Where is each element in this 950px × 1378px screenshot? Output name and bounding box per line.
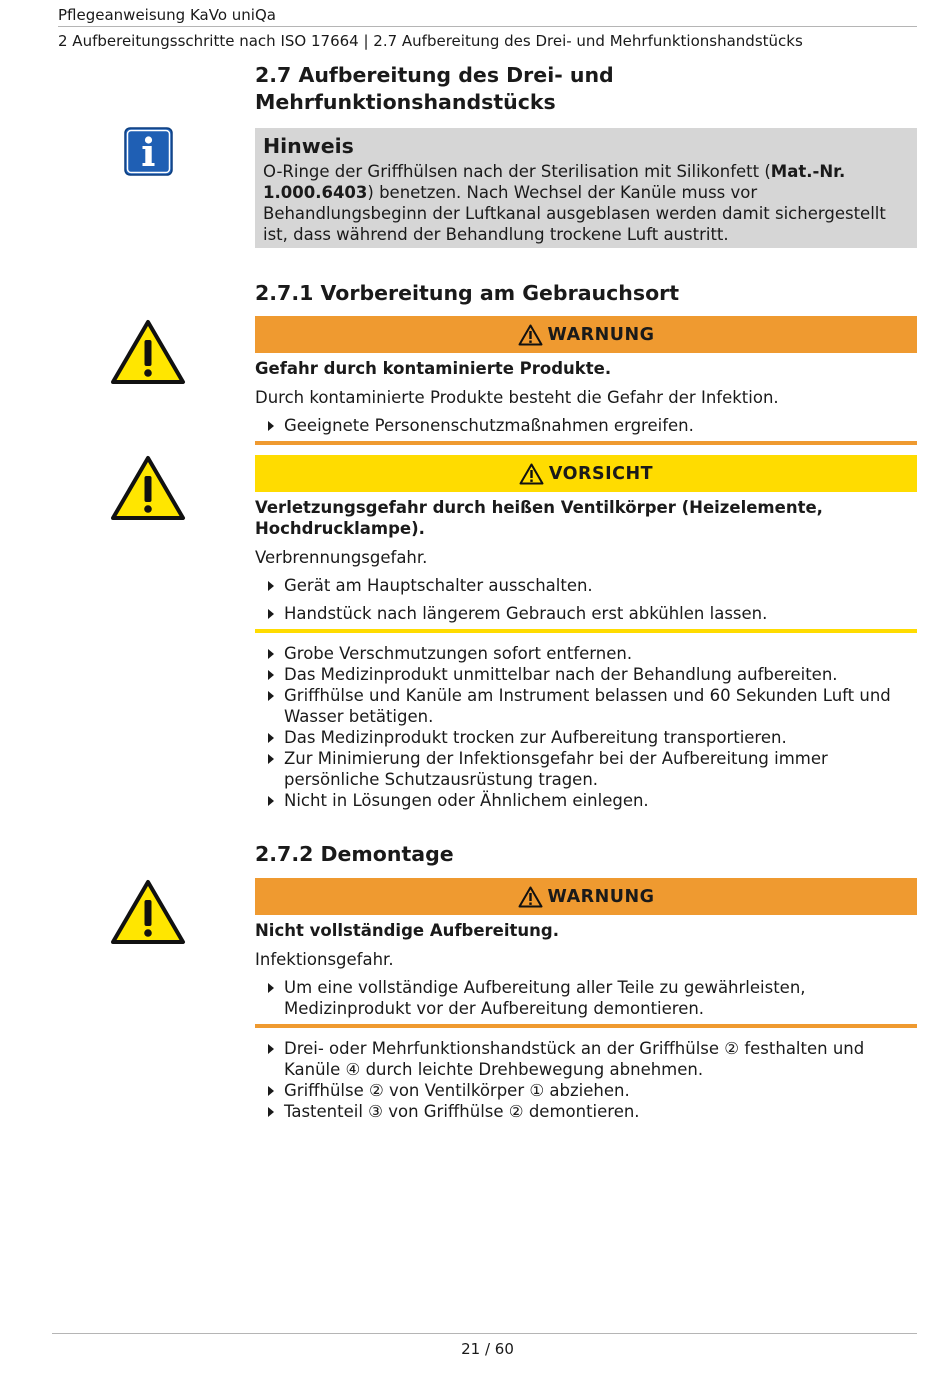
material-number: Mat.-Nr. 1.000.6403	[263, 162, 846, 202]
note-text	[263, 161, 909, 245]
subsection-title: 2.7.2 Demontage	[255, 842, 454, 866]
list-item: Das Medizinprodukt trocken zur Aufbereitung transportieren.	[255, 727, 917, 748]
list-item: Griffhülse ② von Ventilkörper ① abziehen.	[255, 1080, 917, 1101]
caution-label: VORSICHT	[548, 463, 654, 484]
note-text-part: O-Ringe der Griffhülsen nach der Sterilisation mit Silikonfett (	[263, 162, 771, 181]
info-icon	[124, 127, 173, 176]
disassembly-steps	[255, 1038, 917, 1122]
caution-text: Verbrennungsgefahr.	[255, 548, 428, 567]
note-title: Hinweis	[263, 134, 354, 158]
warning-label: WARNUNG	[547, 886, 655, 907]
warning-triangle-icon	[110, 455, 186, 521]
main-content	[255, 62, 917, 1122]
section-title-line2: Mehrfunktionshandstücks	[255, 90, 556, 114]
warning-label: WARNUNG	[547, 324, 655, 345]
warning-steps	[255, 977, 917, 1019]
note-box	[255, 128, 917, 248]
warning-end-rule	[255, 441, 917, 445]
caution-banner	[255, 455, 917, 492]
page-number: 21 / 60	[461, 1340, 514, 1358]
warning-text: Infektionsgefahr.	[255, 950, 394, 969]
warning-sign-icon	[518, 886, 543, 908]
list-item: Das Medizinprodukt unmittelbar nach der Behandlung aufbereiten.	[255, 664, 917, 685]
warning-headline: Nicht vollständige Aufbereitung.	[255, 921, 559, 940]
list-item: Gerät am Hauptschalter ausschalten.	[255, 575, 917, 596]
note-text-part: ) benetzen. Nach Wechsel der Kanüle muss vor Behandlungsbeginn der Luftkanal ausgeblasen werden damit sichergestellt ist, dass während der Behandlung trockene Luft austritt.	[263, 183, 886, 244]
list-item: Grobe Verschmutzungen sofort entfernen.	[255, 643, 917, 664]
preparation-steps	[255, 643, 917, 811]
caution-end-rule	[255, 629, 917, 633]
breadcrumb: 2 Aufbereitungsschritte nach ISO 17664 | 2.7 Aufbereitung des Drei- und Mehrfunktionshandstücks	[58, 32, 803, 50]
warning-banner	[255, 316, 917, 353]
list-item: Drei- oder Mehrfunktionshandstück an der Griffhülse ② festhalten und Kanüle ④ durch leichte Drehbewegung abnehmen.	[255, 1038, 917, 1080]
list-item: Handstück nach längerem Gebrauch erst abkühlen lassen.	[255, 603, 917, 624]
warning-text: Durch kontaminierte Produkte besteht die Gefahr der Infektion.	[255, 388, 779, 407]
section-title	[255, 62, 917, 116]
subsection-title: 2.7.1 Vorbereitung am Gebrauchsort	[255, 281, 680, 305]
document-title: Pflegeanweisung KaVo uniQa	[58, 4, 917, 27]
list-item: Nicht in Lösungen oder Ähnlichem einlegen.	[255, 790, 917, 811]
list-item: Geeignete Personenschutzmaßnahmen ergreifen.	[255, 415, 917, 436]
warning-triangle-icon	[110, 319, 186, 385]
list-item: Griffhülse und Kanüle am Instrument belassen und 60 Sekunden Luft und Wasser betätigen.	[255, 685, 917, 727]
section-title-line1: 2.7 Aufbereitung des Drei- und	[255, 63, 614, 87]
list-item: Zur Minimierung der Infektionsgefahr bei der Aufbereitung immer persönliche Schutzausrüstung tragen.	[255, 748, 917, 790]
list-item: Tastenteil ③ von Griffhülse ② demontieren.	[255, 1101, 917, 1122]
list-item: Um eine vollständige Aufbereitung aller Teile zu gewährleisten, Medizinprodukt vor der Aufbereitung demontieren.	[255, 977, 917, 1019]
warning-sign-icon	[519, 463, 544, 485]
warning-banner	[255, 878, 917, 915]
warning-steps	[255, 415, 917, 436]
footer-rule	[52, 1333, 917, 1334]
warning-end-rule	[255, 1024, 917, 1028]
warning-sign-icon	[518, 324, 543, 346]
warning-triangle-icon	[110, 879, 186, 945]
caution-headline: Verletzungsgefahr durch heißen Ventilkörper (Heizelemente, Hochdrucklampe).	[255, 498, 823, 538]
caution-steps	[255, 575, 917, 624]
warning-headline: Gefahr durch kontaminierte Produkte.	[255, 359, 612, 378]
